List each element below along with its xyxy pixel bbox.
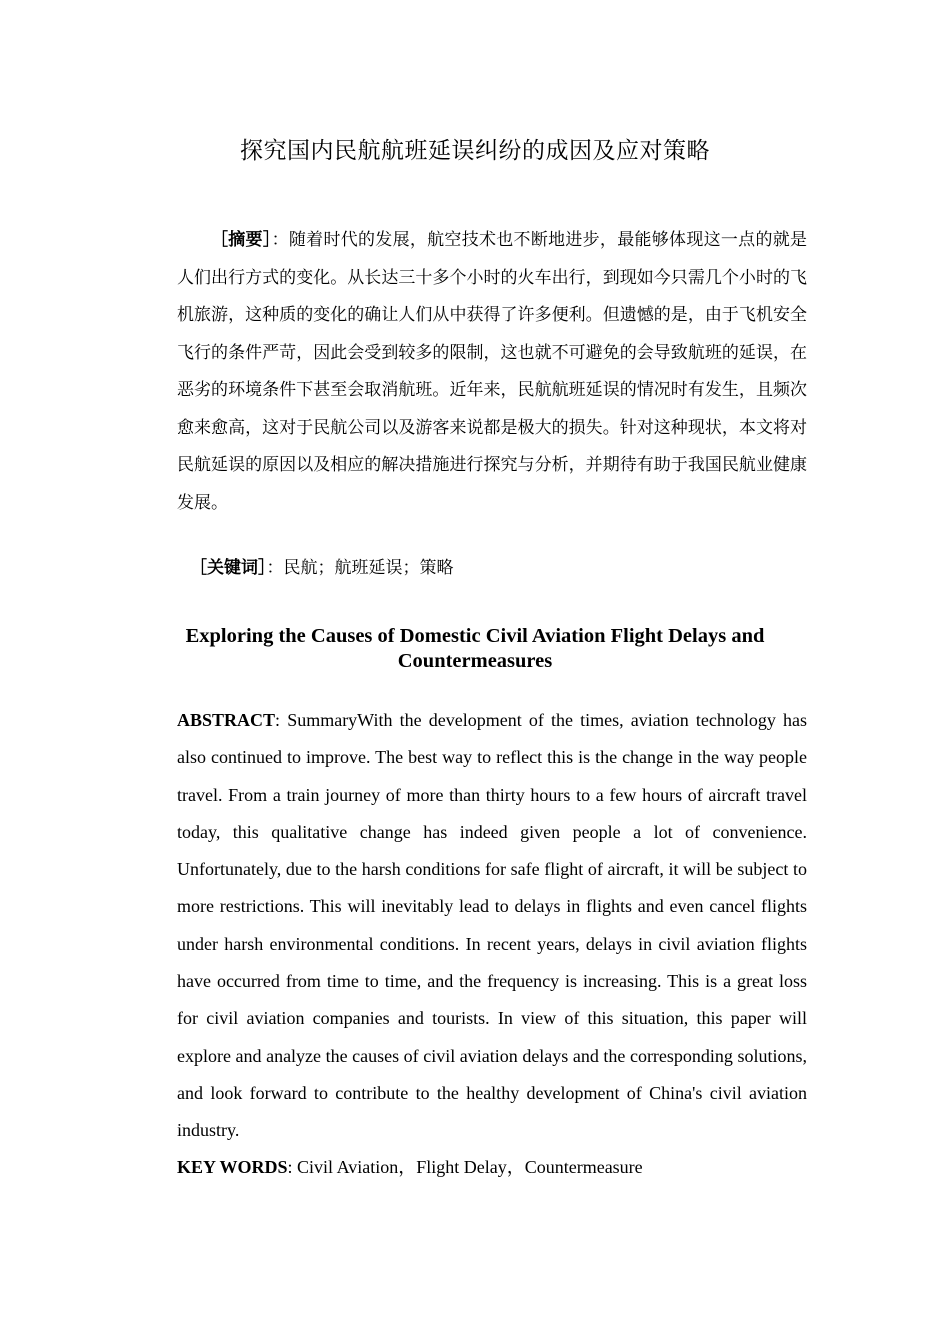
chinese-keywords-text: 民航；航班延误；策略 (283, 558, 454, 578)
chinese-abstract-label: ［摘要］ (211, 230, 272, 250)
english-abstract (177, 702, 807, 1150)
english-abstract-separator: : (275, 710, 288, 730)
chinese-abstract (177, 222, 807, 522)
chinese-keywords (190, 553, 454, 583)
chinese-title: 探究国内民航航班延误纠纷的成因及应对策略 (240, 138, 710, 164)
english-keywords (177, 1153, 643, 1181)
english-title: Exploring the Causes of Domestic Civil Aviation Flight Delays and Countermeasures (185, 625, 765, 672)
chinese-keywords-separator: ： (266, 558, 284, 578)
chinese-abstract-separator: ： (271, 230, 289, 250)
english-keywords-separator: : (287, 1157, 298, 1177)
chinese-keywords-label: ［关键词］ (190, 558, 267, 578)
chinese-abstract-text: 随着时代的发展，航空技术也不断地进步，最能够体现这一点的就是人们出行方式的变化。从长达三十多个小时的火车出行，到现如今只需几个小时的飞机旅游，这种质的变化的确让人们从中获得了许多便利。但遗憾的是，由于飞机安全飞行的条件严苛，因此会受到较多的限制，这也就不可避免的会导致航班的延误，在恶劣的环境条件下甚至会取消航班。近年来，民航航班延误的情况时有发生，且频次愈来愈高，这对于民航公司以及游客来说都是极大的损失。针对这种现状，本文将对民航延误的原因以及相应的解决措施进行探究与分析，并期待有助于我国民航业健康发展。 (177, 230, 808, 513)
english-keywords-text: Civil Aviation，Flight Delay，Countermeasure (297, 1157, 643, 1177)
english-keywords-label: KEY WORDS (177, 1157, 288, 1177)
english-abstract-label: ABSTRACT (177, 710, 276, 730)
english-abstract-text: SummaryWith the development of the times, aviation technology has also continued to improve. The best way to reflect this is the change in the way people travel. From a train journey of more than thirty hours to a few hours of aircraft travel today, this qualitative change has indeed given people a lot of convenience. Unfortunately, due to the harsh conditions for safe flight of aircraft, it will be subject to more restrictions. This will inevitably lead to delays in flights and even cancel flights under harsh environmental conditions. In recent years, delays in civil aviation flights have occurred from time to time, and the frequency is increasing. This is a great loss for civil aviation companies and tourists. In view of this situation, this paper will explore and analyze the causes of civil aviation delays and the corresponding solutions, and look forward to contribute to the healthy development of China's civil aviation industry. (177, 710, 807, 1141)
